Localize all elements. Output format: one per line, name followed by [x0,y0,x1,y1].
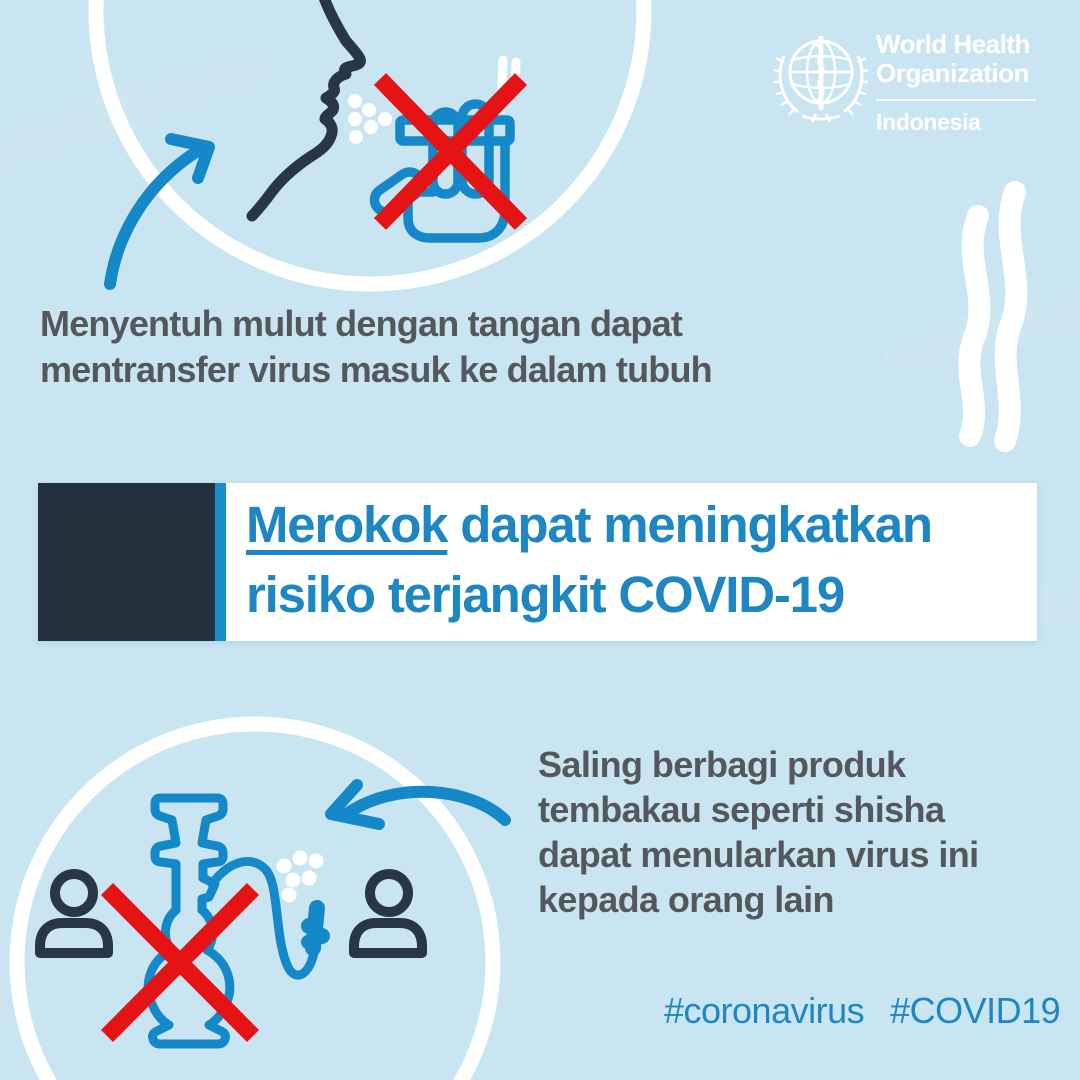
bottom-caption-line2: tembakau seperti shisha [538,789,945,830]
bottom-caption-line3: dapat menularkan virus ini [538,834,979,875]
headline-navy-block [38,483,215,641]
headline-line1-rest: dapat meningkatkan [447,496,932,553]
who-divider [876,99,1036,101]
bottom-caption [538,742,979,922]
top-caption-line2: mentransfer virus masuk ke dalam tubuh [40,349,712,390]
droplets-icon [348,94,392,144]
who-region-label: Indonesia [876,109,981,135]
headline-banner [38,483,1037,641]
hashtag-coronavirus: #coronavirus [664,990,865,1031]
person-icon [40,874,108,953]
headline-line1 [246,490,1036,560]
hashtags [664,990,1060,1032]
headline-emphasis: Merokok [246,496,448,553]
hashtag-covid19: #COVID19 [890,990,1061,1031]
headline-blue-stripe [215,483,226,641]
face-profile-icon [252,0,360,216]
smoke-wisps-icon [969,192,1016,441]
no-symbol-icon [380,79,521,224]
who-org-line1: World Health [876,29,1030,59]
top-caption [40,301,712,393]
bottom-caption-line4: kepada orang lain [538,879,834,920]
curved-arrow-icon [331,785,505,824]
headline-line2: risiko terjangkit COVID-19 [246,566,844,623]
top-caption-line1: Menyentuh mulut dengan tangan dapat [40,303,683,344]
person-icon [354,874,422,953]
who-org-line2: Organization [876,58,1029,88]
hose-mouthpiece-icon [301,908,330,949]
headline-text [246,490,1036,630]
droplets-icon [277,851,324,903]
bottom-caption-line1: Saling berbagi produk [538,744,906,785]
who-emblem-icon [772,26,870,126]
